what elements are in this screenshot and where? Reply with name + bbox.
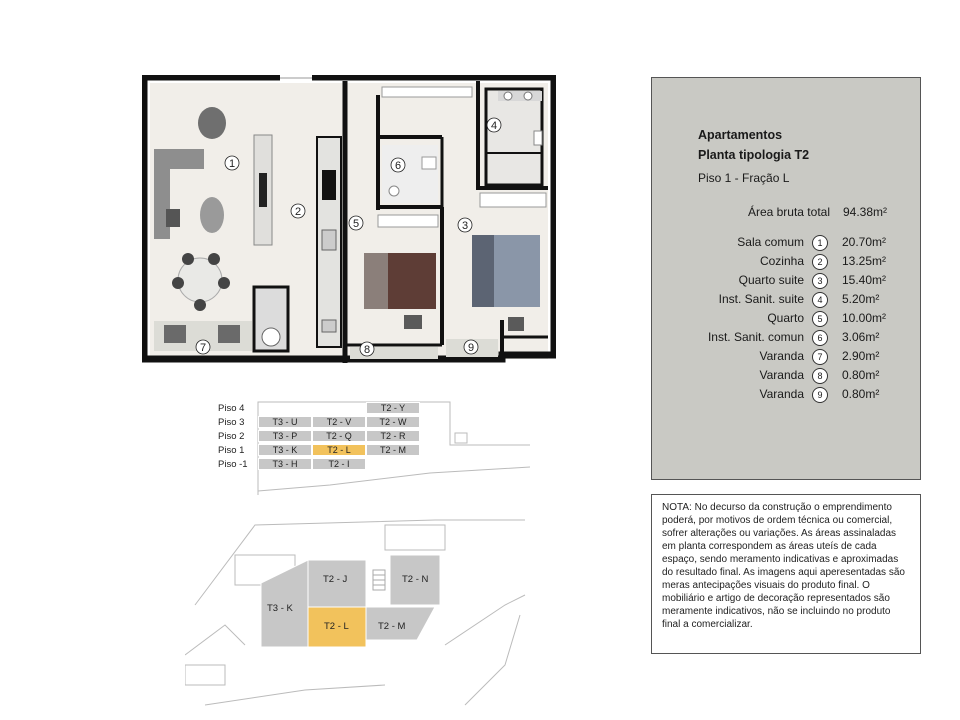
- unit-cell: T2 - R: [366, 430, 420, 442]
- unit-cell-selected: T2 - L: [312, 444, 366, 456]
- panel-subtitle: Planta tipologia T2: [698, 148, 810, 162]
- area-info-panel: [651, 77, 921, 480]
- plan-number-5: 5: [352, 218, 360, 230]
- room-area: 10.00m²: [842, 311, 887, 325]
- plan-number-8: 8: [363, 344, 371, 356]
- disclaimer-note: NOTA: No decurso da construção o emprendimento poderá, por motivos de ordem técnica ou comercial, sofrer alterações ou variações. As áreas assinaladas em planta correspondem as áreas uteís de cada espaço, sendo meramento indicativas e aproximadas do resultado final. As imagens aqui aperesentadas são meras antecipações visuais do produto final. O mobiliário e artigo de decoração representados são meramente indicativos, não se incluindo no produto final a comercializar.: [651, 494, 921, 654]
- total-area-value: 94.38m²: [843, 205, 888, 219]
- room-area: 20.70m²: [842, 235, 887, 249]
- room-label: Inst. Sanit. comun: [707, 330, 804, 344]
- panel-title: Apartamentos: [698, 128, 783, 142]
- room-area: 5.20m²: [842, 292, 880, 306]
- room-row: [652, 235, 922, 253]
- room-label: Varanda: [759, 349, 804, 363]
- plan-number-1: 1: [228, 158, 236, 170]
- unit-cell: T3 - P: [258, 430, 312, 442]
- room-area: 13.25m²: [842, 254, 887, 268]
- plan-number-2: 2: [294, 206, 302, 218]
- unit-cell: T3 - K: [258, 444, 312, 456]
- total-area-label: Área bruta total: [747, 205, 830, 219]
- room-label: Cozinha: [759, 254, 804, 268]
- site-unit-label: T2 - M: [378, 621, 406, 632]
- plan-number-3: 3: [461, 220, 469, 232]
- room-area: 2.90m²: [842, 349, 880, 363]
- room-label: Sala comum: [737, 235, 804, 249]
- unit-cell: T2 - W: [366, 416, 420, 428]
- room-row: [652, 330, 922, 348]
- plan-number-6: 6: [394, 160, 402, 172]
- unit-cell: T3 - U: [258, 416, 312, 428]
- plan-number-9: 9: [467, 342, 475, 354]
- room-label: Quarto suite: [738, 273, 804, 287]
- site-unit-label: T2 - N: [402, 574, 429, 585]
- room-label: Varanda: [759, 387, 804, 401]
- room-row: [652, 349, 922, 367]
- room-label: Varanda: [759, 368, 804, 382]
- room-number-badge: 6: [812, 330, 828, 346]
- room-area: 3.06m²: [842, 330, 880, 344]
- floor-label: Piso 2: [218, 431, 245, 442]
- plan-number-7: 7: [199, 342, 207, 354]
- site-unit-label: T2 - J: [323, 574, 348, 585]
- room-label: Inst. Sanit. suite: [718, 292, 804, 306]
- site-plan: [185, 515, 535, 710]
- room-row: [652, 254, 922, 272]
- room-row: [652, 368, 922, 386]
- floor-label: Piso 3: [218, 417, 245, 428]
- unit-cell: T2 - Y: [366, 402, 420, 414]
- room-area: 0.80m²: [842, 368, 880, 382]
- room-row: [652, 273, 922, 291]
- building-floor-stack: [210, 395, 530, 500]
- unit-cell: T2 - M: [366, 444, 420, 456]
- room-area: 15.40m²: [842, 273, 887, 287]
- total-area-row: [652, 205, 922, 223]
- room-number-badge: 4: [812, 292, 828, 308]
- room-number-badge: 8: [812, 368, 828, 384]
- room-row: [652, 311, 922, 329]
- site-plan-drawing: [185, 515, 535, 710]
- room-number-badge: 7: [812, 349, 828, 365]
- room-row: [652, 292, 922, 310]
- site-unit-label-selected: T2 - L: [324, 621, 349, 632]
- unit-cell: T2 - V: [312, 416, 366, 428]
- floor-plan: [142, 75, 556, 367]
- room-number-badge: 1: [812, 235, 828, 251]
- unit-cell: T2 - I: [312, 458, 366, 470]
- room-number-badge: 2: [812, 254, 828, 270]
- floor-label: Piso 1: [218, 445, 245, 456]
- site-unit-label: T3 - K: [267, 603, 293, 614]
- unit-cell: T2 - Q: [312, 430, 366, 442]
- unit-cell: T3 - H: [258, 458, 312, 470]
- room-number-badge: 9: [812, 387, 828, 403]
- room-row: [652, 387, 922, 405]
- room-area: 0.80m²: [842, 387, 880, 401]
- panel-floor-unit: Piso 1 - Fração L: [698, 171, 790, 185]
- room-number-badge: 5: [812, 311, 828, 327]
- plan-number-4: 4: [490, 120, 498, 132]
- floor-label: Piso -1: [218, 459, 248, 470]
- floor-label: Piso 4: [218, 403, 245, 414]
- room-label: Quarto: [767, 311, 804, 325]
- room-number-badge: 3: [812, 273, 828, 289]
